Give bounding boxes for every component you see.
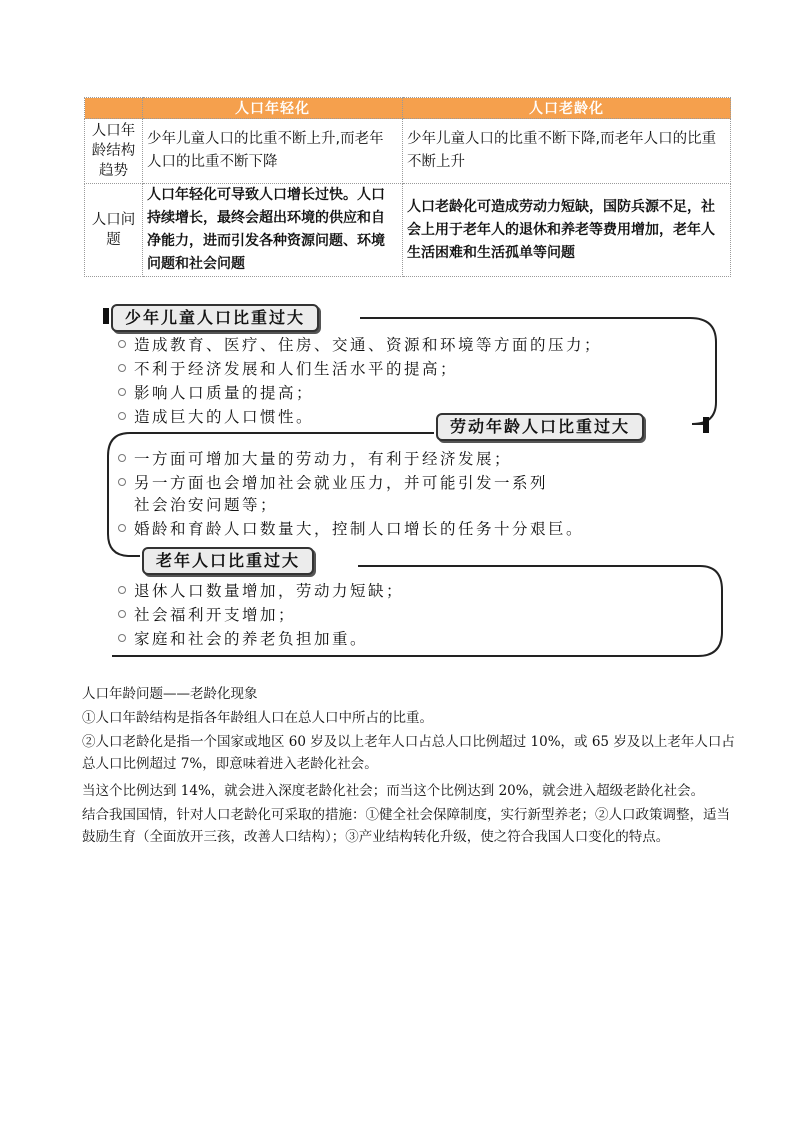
section-label-children: 少年儿童人口比重过大 — [111, 304, 319, 332]
notes-title: 人口年龄问题——老龄化现象 — [82, 686, 258, 702]
cell-old-problem: 人口老龄化可造成劳动力短缺，国防兵源不足，社会上用于老年人的退休和养老等费用增加，老年人生活困难和生活孤单等问题 — [403, 184, 731, 277]
table-row — [85, 119, 731, 184]
bullet-icon — [118, 586, 126, 594]
bullet-icon — [118, 388, 126, 396]
section-label-elderly: 老年人口比重过大 — [142, 547, 314, 575]
table-header-row — [85, 98, 731, 119]
note-paragraph-2: ②人口老龄化是指一个国家或地区 60 岁及以上老年人口占总人口比例超过 10%，或 65 岁及以上老年人口占总人口比例超过 7%，即意味着进入老龄化社会。 — [82, 734, 735, 772]
table-header-empty — [85, 98, 143, 119]
list-item: 家庭和社会的养老负担加重。 — [118, 628, 368, 650]
cell-young-trend: 少年儿童人口的比重不断上升,而老年人口的比重不断下降 — [143, 119, 403, 184]
note-paragraph-1: ①人口年龄结构是指各年龄组人口在总人口中所占的比重。 — [82, 710, 433, 726]
bullet-icon — [118, 454, 126, 462]
cell-young-problem: 人口年轻化可导致人口增长过快。人口持续增长，最终会超出环境的供应和自净能力，进而引发各种资源问题、环境问题和社会问题 — [143, 184, 403, 277]
table-header-old: 人口老龄化 — [403, 98, 731, 119]
list-item-continuation: 社会治安问题等； — [134, 496, 279, 514]
cell-old-trend: 少年儿童人口的比重不断下降,而老年人口的比重不断上升 — [403, 119, 731, 184]
bullet-icon — [118, 634, 126, 642]
list-item: 婚龄和育龄人口数量大，控制人口增长的任务十分艰巨。 — [118, 518, 584, 540]
section-label-working-age: 劳动年龄人口比重过大 — [436, 413, 644, 441]
table-header-young: 人口年轻化 — [143, 98, 403, 119]
bullet-icon — [118, 478, 126, 486]
comparison-table — [84, 97, 731, 277]
list-item: 社会福利开支增加； — [118, 604, 296, 626]
section-marker — [703, 417, 709, 433]
note-paragraph-3: 当这个比例达到 14%，就会进入深度老龄化社会；而当这个比例达到 20%，就会进入超级老龄化社会。 — [82, 783, 705, 799]
bullet-icon — [118, 340, 126, 348]
list-item: 造成教育、医疗、住房、交通、资源和环境等方面的压力； — [118, 334, 602, 356]
list-item: 一方面可增加大量的劳动力，有利于经济发展； — [118, 448, 512, 470]
note-paragraph-4: 结合我国国情，针对人口老龄化可采取的措施：①健全社会保障制度，实行新型养老；②人口政策调整，适当鼓励生育（全面放开三孩，改善人口结构）；③产业结构转化升级，使之符合我国人口变化的特点。 — [82, 807, 730, 845]
bullet-icon — [118, 364, 126, 372]
section-marker — [103, 308, 109, 324]
table-row — [85, 184, 731, 277]
row-head-trend: 人口年龄结构趋势 — [85, 119, 143, 184]
bullet-icon — [118, 610, 126, 618]
bullet-icon — [118, 412, 126, 420]
row-head-problem: 人口问题 — [85, 184, 143, 277]
list-item: 不利于经济发展和人们生活水平的提高； — [118, 358, 458, 380]
bullet-icon — [118, 524, 126, 532]
list-item: 影响人口质量的提高； — [118, 382, 314, 404]
list-item: 退休人口数量增加，劳动力短缺； — [118, 580, 404, 602]
list-item: 另一方面也会增加社会就业压力，并可能引发一系列 — [118, 472, 548, 494]
list-item: 造成巨大的人口惯性。 — [118, 406, 314, 428]
